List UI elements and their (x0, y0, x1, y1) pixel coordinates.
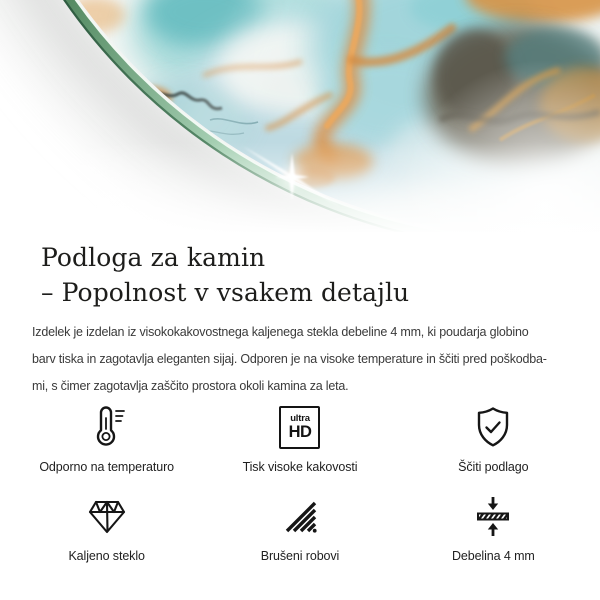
product-description (32, 319, 600, 400)
features-grid (0, 403, 600, 563)
diamond-icon (83, 492, 131, 540)
ultra-hd-text-top: ultra (290, 412, 310, 424)
feature-label: Kaljeno steklo (68, 549, 145, 563)
glass-panel-illustration (0, 0, 600, 232)
feature-thickness (397, 492, 590, 563)
feature-label: Ščiti podlago (458, 460, 529, 474)
thickness-icon (469, 492, 517, 540)
hero-image (0, 0, 600, 232)
ultra-hd-text-bottom: HD (288, 422, 312, 441)
description-line: Izdelek je izdelan iz visokokakovostnega kaljenega stekla debeline 4 mm, ki poudarja globino (32, 325, 529, 339)
beveled-edges-icon (276, 492, 324, 540)
feature-label: Tisk visoke kakovosti (242, 460, 358, 474)
shield-check-icon (469, 403, 517, 451)
page-title-line2: – Popolnost v vsakem detajlu (41, 278, 410, 307)
ultra-hd-icon (279, 406, 320, 449)
description-line: mi, s čimer zagotavlja zaščito prostora okoli kamina za leta. (32, 379, 349, 393)
feature-tempered-glass (10, 492, 203, 563)
page-title (41, 240, 600, 310)
thermometer-icon (83, 403, 131, 451)
page-title-line1: Podloga za kamin (41, 243, 266, 272)
description-line: barv tiska in zagotavlja eleganten sijaj. Odporen je na visoke temperature in ščiti pred poškodba- (32, 352, 547, 366)
feature-protection (397, 403, 590, 474)
feature-print-quality (203, 403, 396, 474)
feature-temperature (10, 403, 203, 474)
feature-label: Debelina 4 mm (451, 549, 535, 563)
feature-label: Brušeni robovi (260, 549, 340, 563)
feature-label: Odporno na temperaturo (39, 460, 175, 474)
feature-polished-edges (203, 492, 396, 563)
